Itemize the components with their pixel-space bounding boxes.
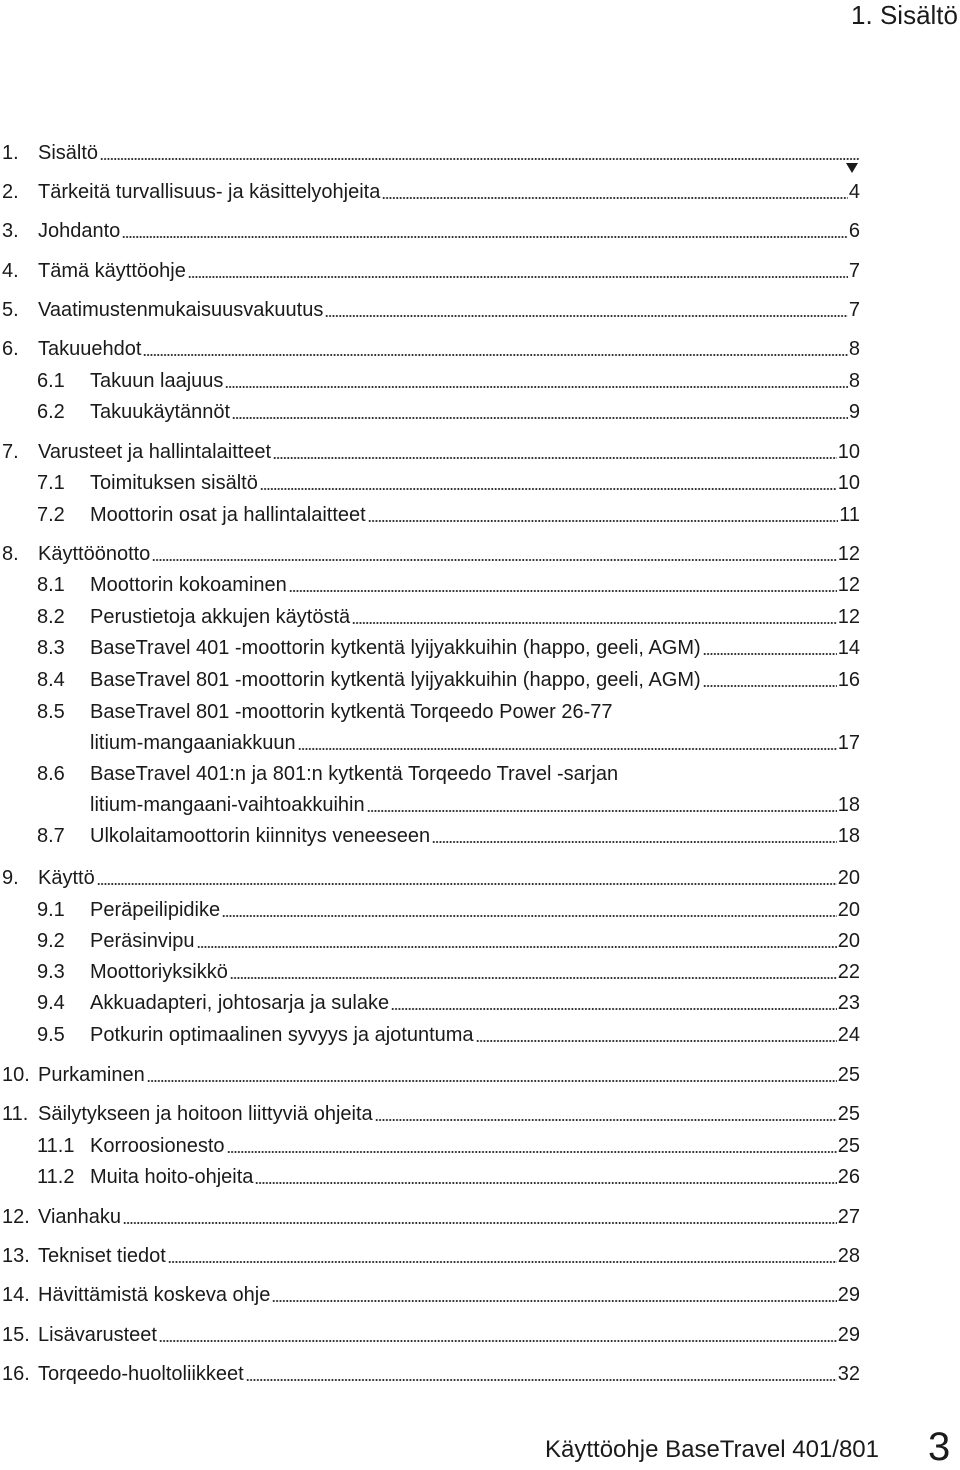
toc-entry-8-2[interactable] [0,601,860,629]
dot-leader [703,683,837,688]
dot-leader [368,518,839,523]
toc-page: 18 [837,794,860,816]
toc-entry-16[interactable] [0,1358,860,1386]
toc-entry-6-2[interactable] [0,396,860,424]
toc-page: 24 [837,1024,860,1046]
toc-entry-9-4[interactable] [0,987,860,1015]
toc-number: 4. [2,260,19,282]
toc-entry-8-3[interactable] [0,632,860,660]
toc-title: Toimituksen sisältö [90,472,258,494]
toc-number: 7. [2,441,19,463]
toc-number: 6. [2,338,19,360]
toc-title: Korroosionesto [90,1135,225,1157]
toc-number: 8.2 [37,606,65,628]
toc-entry-15[interactable] [0,1319,860,1347]
toc-entry-9-3[interactable] [0,956,860,984]
toc-title: BaseTravel 401 -moottorin kytkentä lyijyakkuihin (happo, geeli, AGM) [90,637,701,659]
toc-title: Vaatimustenmukaisuusvakuutus [38,299,324,321]
toc-page: 25 [837,1103,860,1125]
toc-number: 9.2 [37,930,65,952]
toc-page: 25 [837,1135,860,1157]
toc-title: BaseTravel 801 -moottorin kytkentä Torqeedo Power 26-77 [90,701,613,723]
toc-number: 7.2 [37,504,65,526]
toc-page: 32 [837,1363,860,1385]
toc-number: 11.2 [37,1166,75,1188]
toc-number: 9.4 [37,992,65,1014]
toc-number: 13. [2,1245,30,1267]
toc-title: Peräpeilipidike [90,899,221,921]
toc-title: Perustietoja akkujen käytöstä [90,606,351,628]
toc-page: 10 [837,472,860,494]
toc-number: 8.5 [37,701,65,723]
toc-entry-7-2[interactable] [0,499,860,527]
toc-title: Lisävarusteet [38,1324,157,1346]
dot-leader [272,1298,836,1303]
toc-entry-3[interactable] [0,215,860,243]
toc-entry-8-5-cont[interactable] [0,727,860,755]
toc-page: 12 [837,543,860,565]
toc-page: 28 [837,1245,860,1267]
dot-leader [188,274,848,279]
dot-leader [152,557,836,562]
toc-title: Muita hoito-ohjeita [90,1166,254,1188]
toc-title: Takuukäytännöt [90,401,231,423]
toc-page: 17 [837,732,860,754]
toc-title: Hävittämistä koskeva ohje [38,1284,271,1306]
dot-leader [367,808,837,813]
toc-entry-8-1[interactable] [0,569,860,597]
toc-page: 9 [848,401,860,423]
toc-title: Säilytykseen ja hoitoon liittyviä ohjeita [38,1103,373,1125]
dot-leader [382,195,848,200]
toc-title: Tärkeitä turvallisuus- ja käsittelyohjeita [38,181,381,203]
toc-entry-7-1[interactable] [0,467,860,495]
toc-page: 7 [848,260,860,282]
dot-leader [246,1377,837,1382]
toc-page: 7 [848,299,860,321]
toc-page: 6 [848,220,860,242]
toc-entry-2[interactable] [0,176,860,204]
toc-page: 27 [837,1206,860,1228]
toc-number: 9. [2,867,19,889]
toc-entry-11[interactable] [0,1098,860,1126]
toc-number: 6.2 [37,401,65,423]
dot-leader [273,455,837,460]
toc-entry-6[interactable] [0,333,860,361]
toc-number: 11.1 [37,1135,75,1157]
toc-page: 12 [837,606,860,628]
dot-leader [352,620,837,625]
dot-leader [289,588,837,593]
toc-title: Purkaminen [38,1064,145,1086]
toc-title-cont: litium-mangaaniakkuun [90,732,296,754]
dot-leader [391,1006,837,1011]
toc-number: 5. [2,299,19,321]
toc-number: 14. [2,1284,30,1306]
toc-title: Vianhaku [38,1206,122,1228]
toc-entry-13[interactable] [0,1240,860,1268]
dot-leader [325,313,848,318]
toc-page: 23 [837,992,860,1014]
toc-title: Varusteet ja hallintalaitteet [38,441,272,463]
toc-number: 11. [2,1103,29,1125]
toc-entry-11-2[interactable] [0,1161,860,1189]
toc-number: 6.1 [37,370,65,392]
toc-page: 16 [837,669,860,691]
toc-title: Johdanto [38,220,121,242]
toc-number: 12. [2,1206,30,1228]
toc-entry-8-4[interactable] [0,664,860,692]
toc-number: 16. [2,1363,30,1385]
toc-title: Takuuehdot [38,338,142,360]
footer-manual-title: Käyttöohje BaseTravel 401/801 [545,1436,879,1463]
toc-title: Ulkolaitamoottorin kiinnitys veneeseen [90,825,431,847]
toc-entry-8[interactable] [0,538,860,566]
toc-page: 22 [837,961,860,983]
toc-number: 7.1 [37,472,65,494]
dot-leader [222,913,837,918]
toc-entry-14[interactable] [0,1279,860,1307]
toc-entry-8-6-cont[interactable] [0,789,860,817]
toc-number: 8. [2,543,19,565]
toc-title: Potkurin optimaalinen syvyys ja ajotuntuma [90,1024,474,1046]
toc-number: 9.3 [37,961,65,983]
dot-leader [123,1220,837,1225]
toc-title: Käyttö [38,867,95,889]
toc-title: Tämä käyttöohje [38,260,186,282]
dot-leader [97,881,837,886]
toc-title: Takuun laajuus [90,370,224,392]
toc-number: 3. [2,220,19,242]
toc-page: 20 [837,899,860,921]
toc-title: Peräsinvipu [90,930,195,952]
toc-number: 8.7 [37,825,65,847]
toc-page: 20 [837,930,860,952]
toc-entry-9[interactable] [0,862,860,890]
toc-page: 20 [837,867,860,889]
toc-title-cont: litium-mangaani-vaihtoakkuihin [90,794,365,816]
toc-entry-11-1[interactable] [0,1130,860,1158]
dot-leader [260,486,837,491]
dot-leader [168,1259,837,1264]
dot-leader [230,975,837,980]
toc-page: 29 [837,1284,860,1306]
toc-number: 9.5 [37,1024,65,1046]
dot-leader [225,384,847,389]
toc-page: 12 [837,574,860,596]
dot-leader [476,1038,837,1043]
toc-entry-4[interactable] [0,255,860,283]
toc-page: 10 [837,441,860,463]
toc-page: 29 [837,1324,860,1346]
dot-leader [227,1149,837,1154]
toc-entry-8-7[interactable] [0,820,860,848]
toc-entry-8-5[interactable] [0,696,860,724]
toc-entry-6-1[interactable] [0,365,860,393]
toc-entry-10[interactable] [0,1059,860,1087]
toc-page: 18 [837,825,860,847]
page-number: 3 [928,1425,951,1469]
dot-leader [159,1338,837,1343]
toc-number: 1. [2,142,19,164]
toc-entry-7[interactable] [0,436,860,464]
chapter-heading: 1. Sisältö [851,0,958,30]
dot-leader [197,944,837,949]
dot-leader [703,651,837,656]
toc-page: 8 [848,338,860,360]
toc-entry-8-6[interactable] [0,758,860,786]
dot-leader [375,1117,837,1122]
toc-title: BaseTravel 401:n ja 801:n kytkentä Torqeedo Travel -sarjan [90,763,619,785]
toc-page: 25 [837,1064,860,1086]
toc-entry-9-1[interactable] [0,894,860,922]
toc-title: Sisältö [38,142,99,164]
toc-entry-9-2[interactable] [0,925,860,953]
dot-leader [298,746,837,751]
toc-page: 8 [848,370,860,392]
dot-leader [432,839,837,844]
dot-leader [100,156,859,161]
toc-entry-9-5[interactable] [0,1019,860,1047]
toc-title: Moottorin kokoaminen [90,574,287,596]
toc-title: BaseTravel 801 -moottorin kytkentä lyijyakkuihin (happo, geeli, AGM) [90,669,701,691]
toc-page: 11 [839,504,860,526]
toc-title: Käyttöönotto [38,543,151,565]
toc-entry-5[interactable] [0,294,860,322]
toc-number: 2. [2,181,19,203]
toc-title: Tekniset tiedot [38,1245,166,1267]
dot-leader [147,1078,837,1083]
toc-number: 8.6 [37,763,65,785]
toc-title: Akkuadapteri, johtosarja ja sulake [90,992,390,1014]
toc-page: 4 [848,181,860,203]
toc-entry-1[interactable] [0,137,860,165]
toc-title: Moottorin osat ja hallintalaitteet [90,504,366,526]
toc-number: 8.4 [37,669,65,691]
toc-number: 9.1 [37,899,65,921]
arrow-down-icon [846,163,858,173]
dot-leader [232,415,848,420]
toc-number: 8.3 [37,637,65,659]
toc-title: Moottoriyksikkö [90,961,228,983]
dot-leader [255,1180,836,1185]
toc-number: 10. [2,1064,30,1086]
toc-page: 14 [837,637,860,659]
toc-number: 8.1 [37,574,65,596]
toc-number: 15. [2,1324,30,1346]
dot-leader [143,352,847,357]
dot-leader [122,234,848,239]
toc-entry-12[interactable] [0,1201,860,1229]
toc-page: 26 [837,1166,860,1188]
toc-title: Torqeedo-huoltoliikkeet [38,1363,244,1385]
